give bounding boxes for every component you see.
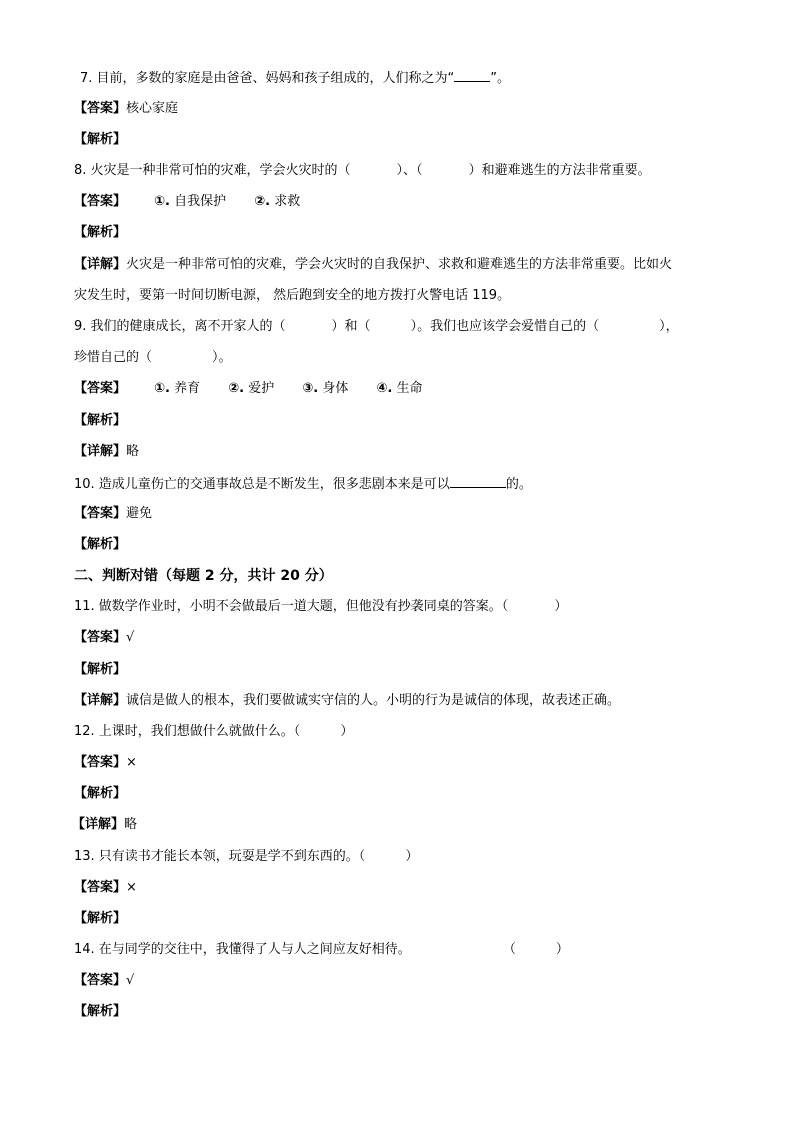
analysis-label: 【解析】	[74, 1004, 127, 1019]
question-text: ）	[554, 599, 568, 614]
option-text: 生命	[396, 381, 423, 396]
question-text: ）	[340, 724, 354, 739]
answer-label: 【答案】	[74, 194, 127, 209]
question-13	[74, 848, 418, 866]
question-text: 的。	[505, 477, 532, 492]
answer-label: 【答案】	[74, 506, 127, 521]
answer-label: 【答案】	[74, 755, 127, 770]
answer-label: 【答案】	[74, 381, 127, 396]
question-10	[74, 474, 532, 494]
question-text: ）	[405, 849, 419, 864]
option-text: 自我保护	[174, 194, 227, 209]
question-text: 10. 造成儿童伤亡的交通事故总是不断发生，很多悲剧本来是可以	[74, 477, 450, 492]
answer-text: ×	[126, 880, 137, 895]
question-text: ），	[659, 319, 679, 334]
answer-label: 【答案】	[74, 101, 127, 116]
question-text: 珍惜自己的（	[74, 350, 153, 365]
answer-text: 核心家庭	[126, 101, 179, 116]
question-text: 12. 上课时，我们想做什么就做什么。（	[74, 724, 301, 739]
analysis-label: 【解析】	[74, 537, 127, 552]
question-text: ）	[555, 942, 569, 957]
question-text: 13. 只有读书才能长本领，玩耍是学不到东西的。（	[74, 849, 366, 864]
question-text: 14. 在与同学的交往中，我懂得了人与人之间应友好相待。	[74, 942, 411, 957]
question-8	[74, 162, 651, 180]
answer-line	[74, 629, 134, 647]
detail-line	[72, 816, 137, 834]
answer-text: √	[126, 630, 135, 645]
answer-blank	[454, 68, 490, 82]
answer-line	[74, 193, 300, 211]
answer-blank	[450, 474, 506, 488]
answer-label: 【答案】	[74, 630, 127, 645]
question-text: ）和避难逃生的方法非常重要。	[468, 163, 651, 178]
detail-line	[74, 443, 139, 461]
answer-line	[74, 879, 137, 897]
question-11	[74, 598, 567, 616]
option-number: ②.	[254, 194, 271, 209]
detail-label: 【详解】	[72, 817, 125, 832]
answer-text: ×	[126, 755, 137, 770]
analysis-label: 【解析】	[74, 132, 127, 147]
question-text: （	[502, 942, 516, 957]
analysis-label: 【解析】	[74, 911, 127, 926]
option-text: 求救	[274, 194, 301, 209]
question-text: ）和（	[331, 319, 371, 334]
detail-label: 【详解】	[74, 444, 127, 459]
option-number: ③.	[302, 381, 319, 396]
question-text: ）、（	[396, 163, 423, 178]
answer-label: 【答案】	[74, 973, 127, 988]
analysis-label: 【解析】	[74, 662, 127, 677]
option-number: ①.	[154, 194, 170, 209]
detail-text: 灾发生时，要第一时间切断电源， 然后跑到安全的地方拨打火警电话 119。	[74, 288, 511, 303]
question-text: ）。	[212, 350, 232, 365]
option-text: 身体	[322, 381, 349, 396]
analysis-label: 【解析】	[74, 786, 127, 801]
detail-line	[74, 256, 672, 274]
answer-line	[74, 380, 422, 398]
answer-label: 【答案】	[74, 880, 127, 895]
answer-line	[74, 972, 134, 990]
section-heading: 二、判断对错（每题 2 分，共计 20 分）	[74, 568, 333, 584]
detail-text: 火灾是一种非常可怕的灾难，学会火灾时的自我保护、求救和避难逃生的方法非常重要。比如火	[126, 257, 673, 272]
detail-label: 【详解】	[74, 257, 127, 272]
detail-text: 略	[124, 817, 138, 832]
question-9	[74, 318, 679, 336]
question-9-cont	[74, 349, 232, 367]
question-text: 9. 我们的健康成长，离不开家人的（	[74, 319, 286, 334]
answer-text: √	[126, 973, 135, 988]
question-text: 8. 火灾是一种非常可怕的灾难，学会火灾时的（	[74, 163, 351, 178]
question-12	[74, 723, 353, 741]
answer-text: 避免	[126, 506, 153, 521]
detail-text: 略	[126, 444, 140, 459]
question-7	[80, 68, 510, 88]
answer-line	[74, 505, 152, 523]
analysis-label: 【解析】	[74, 413, 127, 428]
option-text: 爱护	[248, 381, 275, 396]
question-text: 11. 做数学作业时，小明不会做最后一道大题，但他没有抄袭同桌的答案。（	[74, 599, 509, 614]
option-number: ④.	[376, 381, 393, 396]
question-text: ”。	[490, 71, 511, 86]
detail-line	[74, 692, 620, 710]
answer-line	[74, 754, 137, 772]
option-number: ①.	[154, 381, 170, 396]
question-text: ）。我们也应该学会爱惜自己的（	[410, 319, 600, 334]
analysis-label: 【解析】	[74, 225, 127, 240]
option-number: ②.	[228, 381, 245, 396]
detail-text: 诚信是做人的根本，我们要做诚实守信的人。小明的行为是诚信的体现，故表述正确。	[126, 693, 621, 708]
question-14	[74, 941, 569, 959]
detail-label: 【详解】	[74, 693, 127, 708]
question-text: 7. 目前，多数的家庭是由爸爸、妈妈和孩子组成的，人们称之为“	[80, 71, 455, 86]
answer-line	[74, 100, 178, 118]
option-text: 养育	[174, 381, 201, 396]
